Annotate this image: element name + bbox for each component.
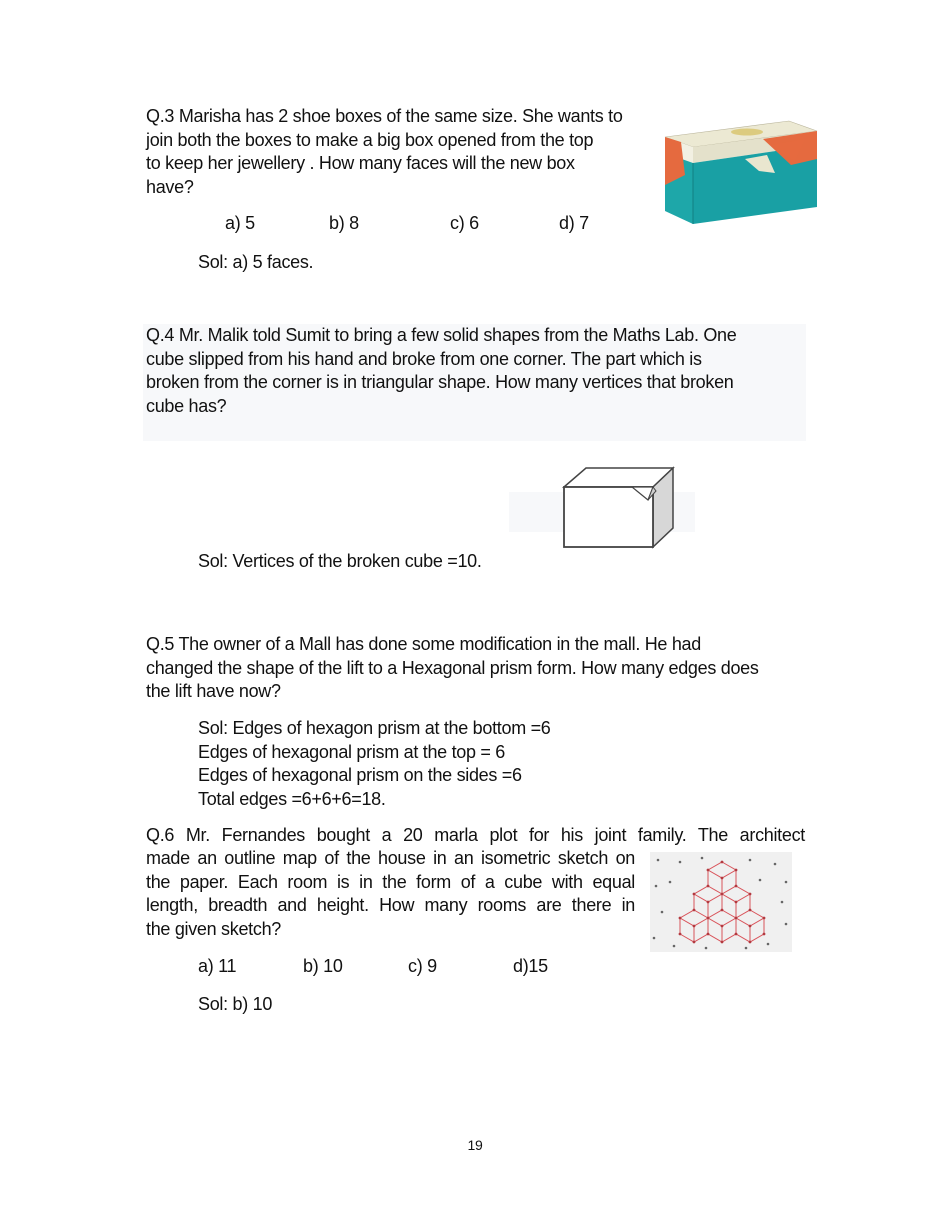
q3-option-a: a) 5	[225, 213, 255, 233]
q4-question	[146, 324, 806, 418]
q6-solution: Sol: b) 10	[198, 994, 273, 1014]
q3-question	[146, 105, 651, 199]
q3-option-d: d) 7	[559, 213, 589, 233]
q4-line-4: cube has?	[146, 395, 227, 416]
q6-option-d: d)15	[513, 956, 548, 976]
q3-line-3: to keep her jewellery . How many faces will the new box	[146, 153, 575, 173]
q4-solution: Sol: Vertices of the broken cube =10.	[198, 551, 482, 571]
q5-solution	[198, 717, 551, 811]
q6-line-5: the given sketch?	[146, 918, 281, 939]
q3-line-2: join both the boxes to make a big box opened from the top	[146, 129, 594, 150]
broken-cube-image	[560, 465, 676, 551]
q5-line-2: changed the shape of the lift to a Hexagonal prism form. How many edges does	[146, 657, 759, 678]
q6-option-a: a) 11	[198, 956, 237, 976]
q6-first-line	[146, 824, 805, 848]
q6-line-2: made an outline map of the house in an isometric sketch on	[146, 848, 635, 868]
q6-option-c: c) 9	[408, 956, 437, 976]
page-number: 19	[467, 1137, 483, 1153]
q5-solution-line-4: Total edges =6+6+6=18.	[198, 788, 386, 809]
q5-solution-line-3: Edges of hexagonal prism on the sides =6	[198, 765, 522, 785]
q6-line-3: the paper. Each room is in the form of a cube with equal	[146, 871, 635, 892]
q4-line-2: cube slipped from his hand and broke from one corner. The part which is	[146, 348, 702, 369]
q3-solution: Sol: a) 5 faces.	[198, 252, 314, 272]
q6-option-b: b) 10	[303, 956, 343, 976]
q3-line-1: Q.3 Marisha has 2 shoe boxes of the same size. She wants to	[146, 106, 623, 126]
q3-option-c: c) 6	[450, 213, 479, 233]
q5-solution-line-1: Sol: Edges of hexagon prism at the bottom =6	[198, 718, 551, 738]
isometric-sketch-image	[650, 852, 792, 952]
q5-question	[146, 633, 806, 704]
q3-option-b: b) 8	[329, 213, 359, 233]
shoe-box-image	[663, 115, 819, 224]
q6-line-1: Q.6 Mr. Fernandes bought a 20 marla plot for his joint family. The architect	[146, 825, 805, 845]
q3-line-4: have?	[146, 176, 194, 197]
q5-line-1: Q.5 The owner of a Mall has done some modification in the mall. He had	[146, 634, 701, 654]
q6-line-4: length, breadth and height. How many rooms are there in	[146, 895, 635, 915]
q5-solution-line-2: Edges of hexagonal prism at the top = 6	[198, 741, 506, 762]
q6-question	[146, 847, 635, 941]
q4-line-3: broken from the corner is in triangular shape. How many vertices that broken	[146, 372, 734, 392]
q4-line-1: Q.4 Mr. Malik told Sumit to bring a few solid shapes from the Maths Lab. One	[146, 325, 737, 345]
q5-line-3: the lift have now?	[146, 681, 281, 701]
